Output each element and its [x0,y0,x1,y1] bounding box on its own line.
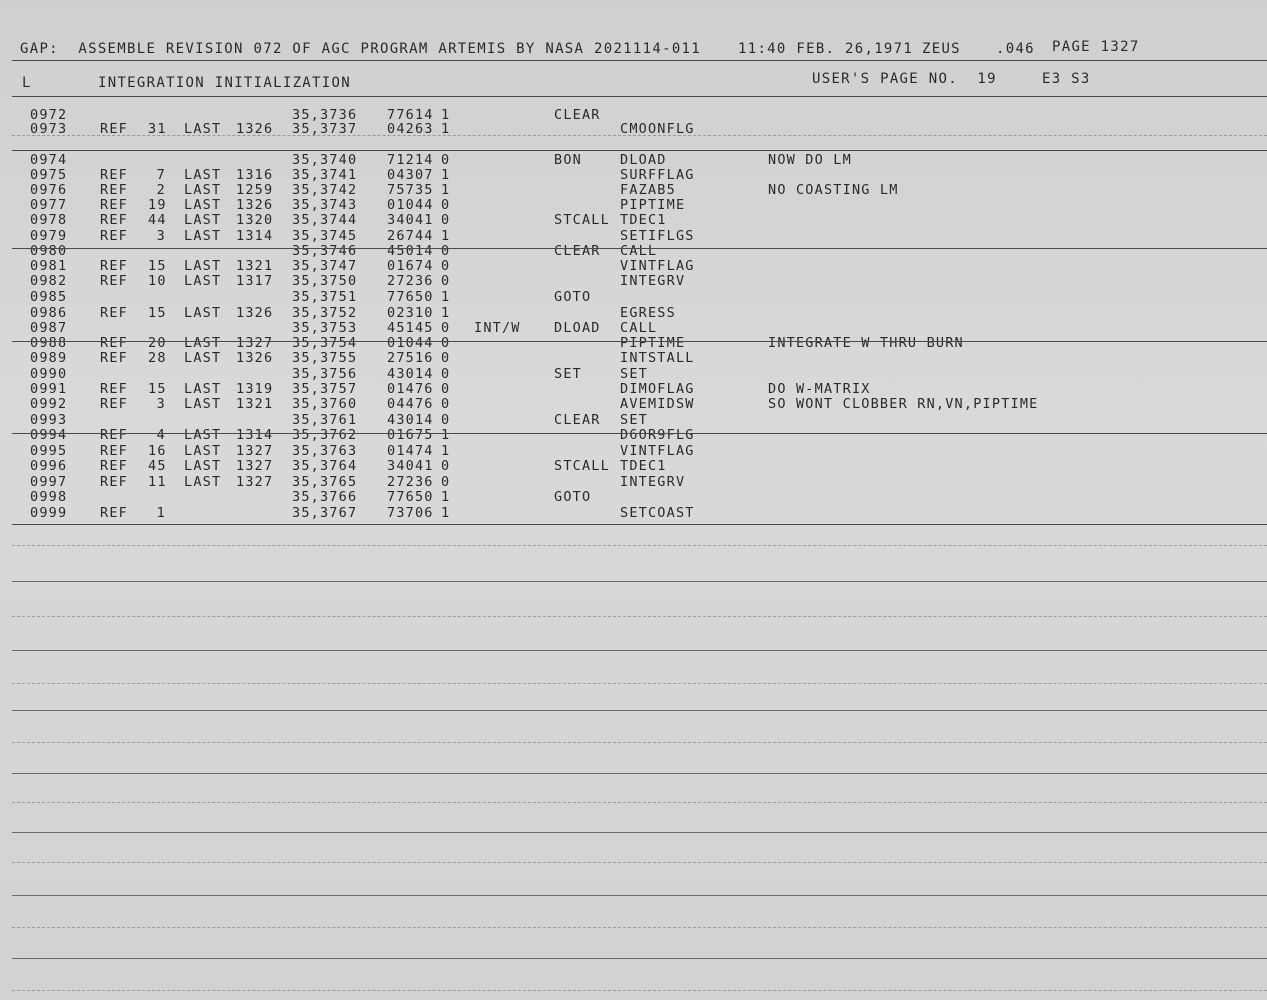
cell-refn: 19 [148,197,167,213]
cell-flag: 0 [441,243,451,259]
cell-word: 01044 [387,335,434,351]
header-job: .046 [996,41,1035,57]
cell-operand: SETIFLGS [620,228,695,244]
cell-line: 0989 [30,350,68,366]
form-line [12,581,1267,582]
cell-op: CLEAR [554,412,601,428]
cell-word: 45014 [387,243,434,259]
header-mark: L [22,75,32,91]
cell-word: 04263 [387,121,434,137]
cell-comment: SO WONT CLOBBER RN,VN,PIPTIME [768,396,1039,412]
form-line [12,802,1267,803]
cell-flag: 1 [441,489,451,505]
cell-word: 02310 [387,305,434,321]
cell-word: 75735 [387,182,434,198]
cell-ref: REF [100,121,128,137]
cell-addr: 35,3743 [292,197,358,213]
cell-last: LAST [184,381,222,397]
cell-word: 01675 [387,427,434,443]
cell-op: BON [554,152,582,168]
cell-lastn: 1326 [236,305,274,321]
cell-refn: 11 [148,474,167,490]
table-row [0,320,1267,335]
cell-operand: SETCOAST [620,505,695,521]
cell-flag: 0 [441,366,451,382]
cell-lastn: 1259 [236,182,274,198]
cell-lastn: 1319 [236,381,274,397]
cell-addr: 35,3752 [292,305,358,321]
cell-word: 43014 [387,366,434,382]
cell-word: 27236 [387,273,434,289]
cell-addr: 35,3764 [292,458,358,474]
cell-flag: 1 [441,289,451,305]
cell-ref: REF [100,305,128,321]
cell-last: LAST [184,212,222,228]
cell-ref: REF [100,197,128,213]
cell-word: 01044 [387,197,434,213]
cell-comment: NOW DO LM [768,152,852,168]
cell-addr: 35,3753 [292,320,358,336]
cell-word: 04307 [387,167,434,183]
cell-operand: SET [620,366,648,382]
cell-line: 0994 [30,427,68,443]
table-row [0,258,1267,273]
row-separator [12,433,1267,434]
cell-ref: REF [100,443,128,459]
cell-lastn: 1317 [236,273,274,289]
cell-last: LAST [184,182,222,198]
row-separator [12,248,1267,249]
cell-line: 0998 [30,489,68,505]
cell-refn: 20 [148,335,167,351]
cell-refn: 15 [148,258,167,274]
table-row [0,505,1267,520]
table-row [0,335,1267,350]
cell-word: 73706 [387,505,434,521]
cell-word: 01674 [387,258,434,274]
cell-last: LAST [184,335,222,351]
table-row [0,152,1267,167]
cell-lastn: 1327 [236,458,274,474]
cell-flag: 0 [441,152,451,168]
cell-addr: 35,3744 [292,212,358,228]
cell-line: 0992 [30,396,68,412]
cell-addr: 35,3747 [292,258,358,274]
cell-line: 0977 [30,197,68,213]
header-rule [12,60,1267,61]
cell-line: 0985 [30,289,68,305]
cell-op: GOTO [554,289,592,305]
cell-addr: 35,3745 [292,228,358,244]
cell-addr: 35,3755 [292,350,358,366]
cell-lastn: 1321 [236,396,274,412]
form-line [12,832,1267,833]
cell-refn: 1 [156,505,166,521]
cell-operand: VINTFLAG [620,258,695,274]
cell-line: 0996 [30,458,68,474]
cell-op: CLEAR [554,243,601,259]
cell-addr: 35,3766 [292,489,358,505]
cell-flag: 0 [441,335,451,351]
table-row [0,489,1267,504]
table-row [0,427,1267,442]
cell-last: LAST [184,458,222,474]
cell-word: 26744 [387,228,434,244]
cell-lastn: 1327 [236,335,274,351]
cell-line: 0987 [30,320,68,336]
cell-flag: 1 [441,167,451,183]
header-page: PAGE 1327 [1052,39,1140,55]
cell-last: LAST [184,443,222,459]
header-code: E3 S3 [1042,71,1091,87]
cell-flag: 1 [441,427,451,443]
cell-refn: 16 [148,443,167,459]
cell-operand: FAZAB5 [620,182,676,198]
cell-lastn: 1321 [236,258,274,274]
row-separator [12,524,1267,525]
cell-refn: 28 [148,350,167,366]
cell-flag: 1 [441,505,451,521]
table-row [0,182,1267,197]
cell-last: LAST [184,474,222,490]
cell-flag: 0 [441,474,451,490]
cell-line: 0973 [30,121,68,137]
cell-lbl: INT/W [474,320,521,336]
cell-operand: INTEGRV [620,474,686,490]
table-row [0,212,1267,227]
cell-operand: DLOAD [620,152,667,168]
cell-line: 0976 [30,182,68,198]
cell-line: 0980 [30,243,68,259]
cell-addr: 35,3765 [292,474,358,490]
cell-line: 0979 [30,228,68,244]
cell-ref: REF [100,458,128,474]
cell-op: CLEAR [554,107,601,123]
section-rule [12,96,1267,97]
cell-addr: 35,3754 [292,335,358,351]
cell-ref: REF [100,396,128,412]
cell-addr: 35,3767 [292,505,358,521]
cell-refn: 3 [156,396,166,412]
table-row [0,396,1267,411]
cell-lastn: 1326 [236,350,274,366]
table-row [0,289,1267,304]
cell-line: 0988 [30,335,68,351]
cell-operand: SURFFLAG [620,167,695,183]
cell-ref: REF [100,273,128,289]
cell-addr: 35,3737 [292,121,358,137]
cell-ref: REF [100,167,128,183]
cell-flag: 0 [441,197,451,213]
cell-refn: 10 [148,273,167,289]
cell-ref: REF [100,350,128,366]
cell-comment: NO COASTING LM [768,182,899,198]
form-line [12,895,1267,896]
cell-comment: DO W-MATRIX [768,381,871,397]
cell-addr: 35,3756 [292,366,358,382]
cell-operand: INTSTALL [620,350,695,366]
table-row [0,273,1267,288]
header-time: 11:40 FEB. 26,1971 [738,41,914,57]
table-row [0,366,1267,381]
cell-refn: 4 [156,427,166,443]
cell-flag: 0 [441,320,451,336]
cell-lastn: 1326 [236,121,274,137]
cell-addr: 35,3736 [292,107,358,123]
cell-flag: 0 [441,350,451,366]
cell-operand: EGRESS [620,305,676,321]
cell-line: 0974 [30,152,68,168]
cell-lastn: 1326 [236,197,274,213]
row-separator [12,150,1267,151]
cell-word: 01476 [387,381,434,397]
cell-last: LAST [184,197,222,213]
cell-last: LAST [184,228,222,244]
cell-line: 0990 [30,366,68,382]
cell-addr: 35,3763 [292,443,358,459]
cell-addr: 35,3751 [292,289,358,305]
cell-word: 43014 [387,412,434,428]
cell-last: LAST [184,350,222,366]
cell-ref: REF [100,335,128,351]
cell-ref: REF [100,474,128,490]
cell-last: LAST [184,396,222,412]
cell-ref: REF [100,505,128,521]
cell-flag: 0 [441,381,451,397]
cell-ref: REF [100,182,128,198]
cell-lastn: 1316 [236,167,274,183]
cell-lastn: 1314 [236,427,274,443]
cell-operand: AVEMIDSW [620,396,695,412]
form-line [12,773,1267,774]
cell-refn: 3 [156,228,166,244]
table-row [0,381,1267,396]
cell-word: 27516 [387,350,434,366]
table-row [0,243,1267,258]
cell-last: LAST [184,305,222,321]
cell-operand: DIMOFLAG [620,381,695,397]
cell-refn: 7 [156,167,166,183]
cell-comment: INTEGRATE W THRU BURN [768,335,964,351]
cell-operand: PIPTIME [620,335,686,351]
cell-addr: 35,3740 [292,152,358,168]
cell-flag: 0 [441,412,451,428]
cell-flag: 0 [441,396,451,412]
cell-op: GOTO [554,489,592,505]
cell-line: 0993 [30,412,68,428]
form-line [12,862,1267,863]
cell-line: 0978 [30,212,68,228]
cell-line: 0975 [30,167,68,183]
table-row [0,412,1267,427]
cell-word: 71214 [387,152,434,168]
cell-word: 34041 [387,458,434,474]
cell-op: SET [554,366,582,382]
table-row [0,228,1267,243]
cell-line: 0982 [30,273,68,289]
cell-lastn: 1314 [236,228,274,244]
cell-operand: CMOONFLG [620,121,695,137]
section-title: INTEGRATION INITIALIZATION [98,75,351,91]
cell-ref: REF [100,228,128,244]
cell-refn: 44 [148,212,167,228]
cell-word: 27236 [387,474,434,490]
cell-line: 0999 [30,505,68,521]
cell-line: 0997 [30,474,68,490]
cell-addr: 35,3750 [292,273,358,289]
form-line [12,683,1267,684]
cell-lastn: 1320 [236,212,274,228]
cell-addr: 35,3761 [292,412,358,428]
cell-last: LAST [184,167,222,183]
user-page-number: USER'S PAGE NO. 19 [812,71,997,87]
cell-addr: 35,3742 [292,182,358,198]
form-line [12,927,1267,928]
header-computer: ZEUS [922,41,961,57]
cell-ref: REF [100,258,128,274]
cell-word: 77614 [387,107,434,123]
table-row [0,305,1267,320]
form-line [12,710,1267,711]
cell-refn: 31 [148,121,167,137]
cell-line: 0986 [30,305,68,321]
cell-flag: 0 [441,273,451,289]
table-row [0,474,1267,489]
cell-line: 0991 [30,381,68,397]
cell-operand: INTEGRV [620,273,686,289]
cell-word: 01474 [387,443,434,459]
cell-word: 34041 [387,212,434,228]
cell-ref: REF [100,381,128,397]
cell-flag: 0 [441,458,451,474]
table-row [0,350,1267,365]
cell-op: STCALL [554,458,610,474]
cell-operand: PIPTIME [620,197,686,213]
cell-line: 0981 [30,258,68,274]
cell-operand: D6OR9FLG [620,427,695,443]
cell-lastn: 1327 [236,474,274,490]
cell-word: 45145 [387,320,434,336]
cell-flag: 0 [441,258,451,274]
table-row [0,167,1267,182]
cell-flag: 1 [441,121,451,137]
cell-last: LAST [184,273,222,289]
table-row [0,443,1267,458]
cell-flag: 1 [441,107,451,123]
form-line [12,545,1267,546]
cell-last: LAST [184,121,222,137]
cell-word: 77650 [387,289,434,305]
cell-operand: CALL [620,320,658,336]
form-line [12,650,1267,651]
cell-flag: 1 [441,228,451,244]
cell-operand: VINTFLAG [620,443,695,459]
cell-lastn: 1327 [236,443,274,459]
cell-ref: REF [100,212,128,228]
cell-word: 04476 [387,396,434,412]
table-row [0,458,1267,473]
cell-flag: 1 [441,443,451,459]
cell-addr: 35,3760 [292,396,358,412]
cell-op: DLOAD [554,320,601,336]
table-row [0,121,1267,136]
row-separator [12,341,1267,342]
cell-addr: 35,3762 [292,427,358,443]
header-title-line: GAP: ASSEMBLE REVISION 072 OF AGC PROGRAM ARTEMIS BY NASA 2021114-011 [20,41,702,57]
form-line [12,958,1267,959]
cell-flag: 0 [441,212,451,228]
cell-refn: 2 [156,182,166,198]
form-line [12,742,1267,743]
form-line [12,616,1267,617]
cell-flag: 1 [441,182,451,198]
cell-refn: 45 [148,458,167,474]
cell-refn: 15 [148,305,167,321]
cell-line: 0995 [30,443,68,459]
table-row [0,107,1267,122]
cell-flag: 1 [441,305,451,321]
form-line [12,990,1267,991]
table-row [0,197,1267,212]
row-separator [12,135,1267,136]
cell-addr: 35,3757 [292,381,358,397]
cell-operand: TDEC1 [620,212,667,228]
cell-line: 0972 [30,107,68,123]
cell-operand: SET [620,412,648,428]
cell-refn: 15 [148,381,167,397]
cell-op: STCALL [554,212,610,228]
cell-operand: CALL [620,243,658,259]
cell-last: LAST [184,258,222,274]
cell-word: 77650 [387,489,434,505]
cell-ref: REF [100,427,128,443]
cell-operand: TDEC1 [620,458,667,474]
cell-last: LAST [184,427,222,443]
cell-addr: 35,3746 [292,243,358,259]
cell-addr: 35,3741 [292,167,358,183]
